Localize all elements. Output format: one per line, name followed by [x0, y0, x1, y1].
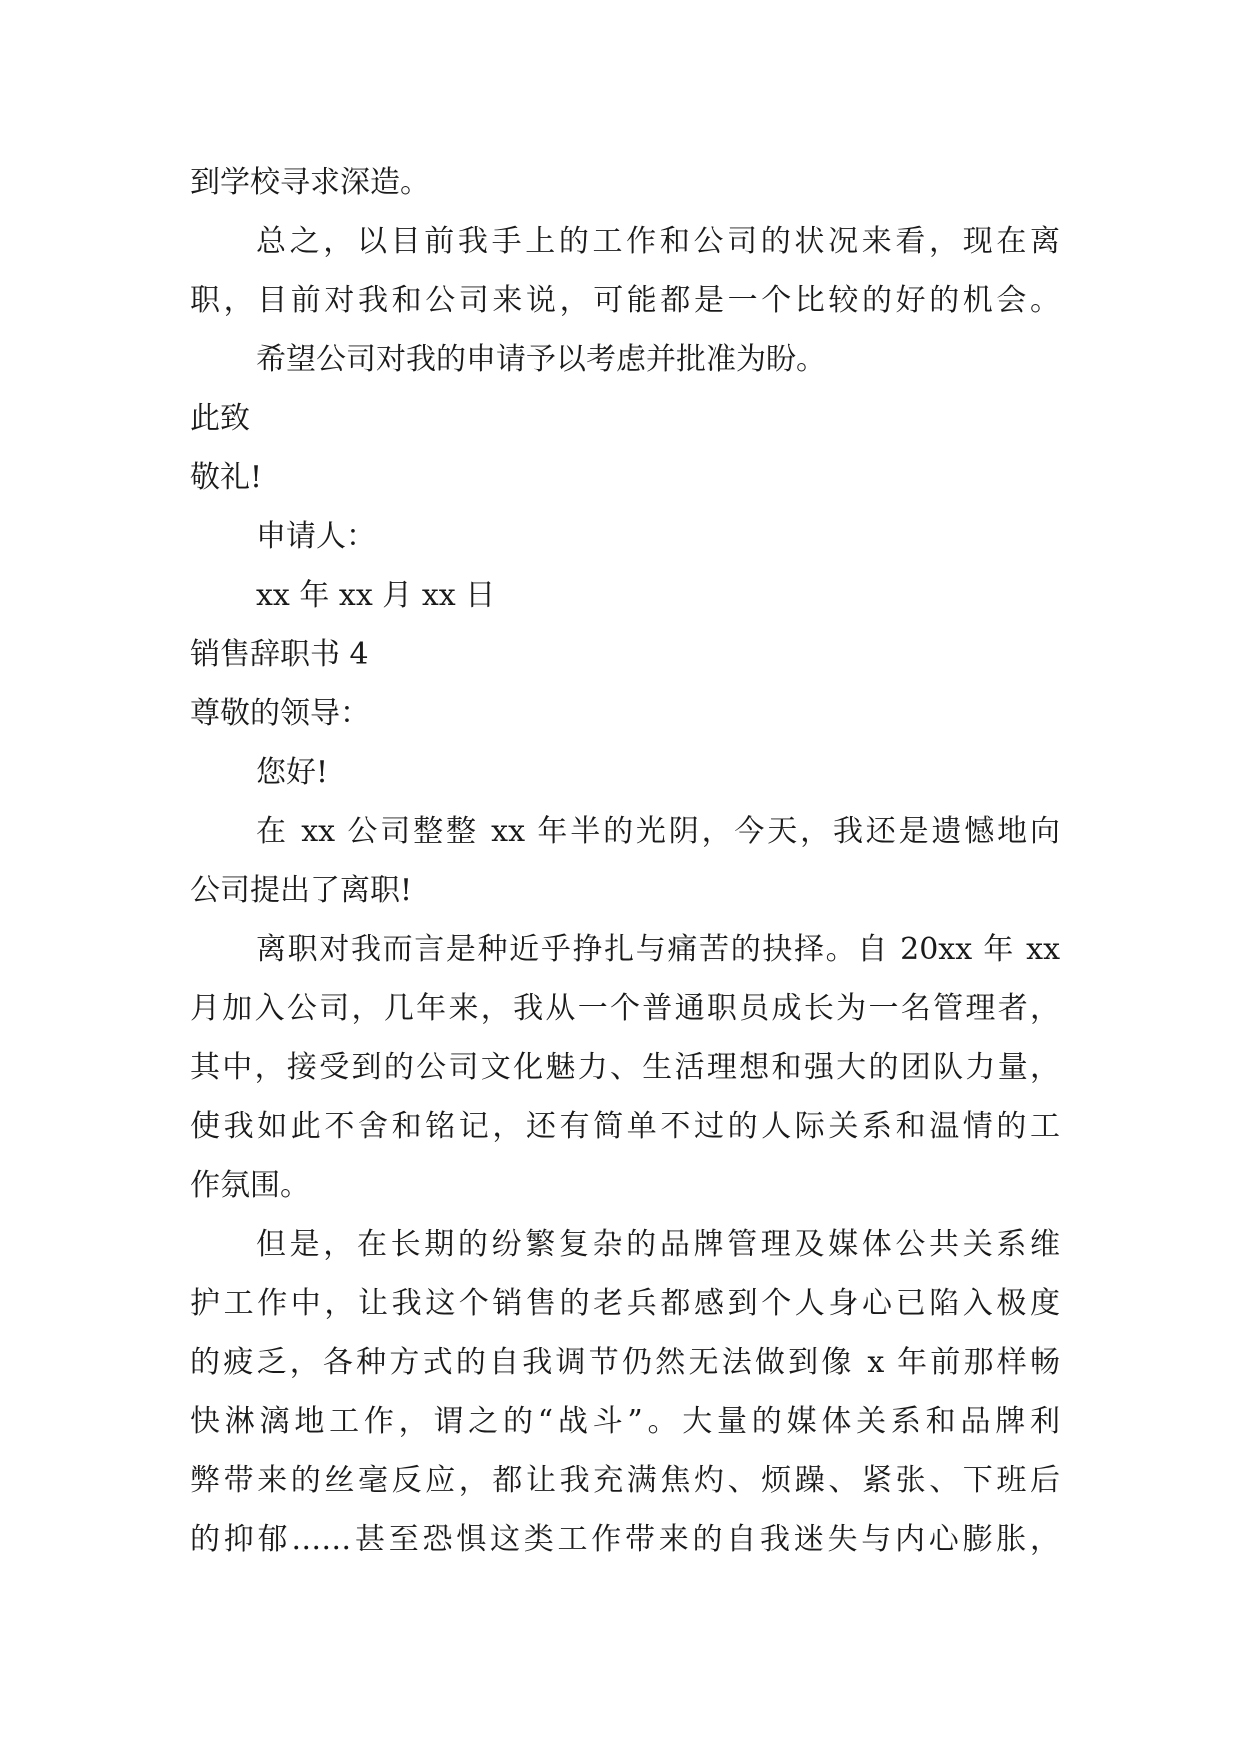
text-line: 月加入公司，几年来，我从一个普通职员成长为一名管理者，	[190, 991, 1060, 1026]
text-line: 离职对我而言是种近乎挣扎与痛苦的抉择。自 20xx 年 xx	[256, 932, 1060, 967]
applicant-label: 申请人：	[256, 519, 376, 554]
text-line: 其中，接受到的公司文化魅力、生活理想和强大的团队力量，	[190, 1050, 1060, 1085]
text-line: 的抑郁……甚至恐惧这类工作带来的自我迷失与内心膨胀，	[190, 1522, 1060, 1557]
text-line: 快淋漓地工作，谓之的“战斗”。大量的媒体关系和品牌利	[190, 1404, 1060, 1439]
greeting: 您好!	[256, 755, 329, 790]
text-line: 总之，以目前我手上的工作和公司的状况来看，现在离	[256, 224, 1060, 259]
text-line: 到学校寻求深造。	[190, 165, 430, 200]
date-line: xx 年 xx 月 xx 日	[256, 578, 496, 613]
text-line: 护工作中，让我这个销售的老兵都感到个人身心已陷入极度	[190, 1286, 1060, 1321]
text-line: 希望公司对我的申请予以考虑并批准为盼。	[256, 342, 826, 377]
closing-salutation: 此致	[190, 401, 250, 436]
text-line: 职，目前对我和公司来说，可能都是一个比较的好的机会。	[190, 283, 1060, 318]
closing-regards: 敬礼!	[190, 460, 263, 495]
text-line: 作氛围。	[190, 1168, 310, 1203]
section-title: 销售辞职书 4	[190, 637, 369, 672]
greeting-recipient: 尊敬的领导：	[190, 696, 370, 731]
text-line: 使我如此不舍和铭记，还有简单不过的人际关系和温情的工	[190, 1109, 1060, 1144]
text-line: 在 xx 公司整整 xx 年半的光阴，今天，我还是遗憾地向	[256, 814, 1060, 849]
text-line: 公司提出了离职!	[190, 873, 413, 908]
text-line: 但是，在长期的纷繁复杂的品牌管理及媒体公共关系维	[256, 1227, 1060, 1262]
text-line: 弊带来的丝毫反应，都让我充满焦灼、烦躁、紧张、下班后	[190, 1463, 1060, 1498]
text-line: 的疲乏，各种方式的自我调节仍然无法做到像 x 年前那样畅	[190, 1345, 1060, 1380]
